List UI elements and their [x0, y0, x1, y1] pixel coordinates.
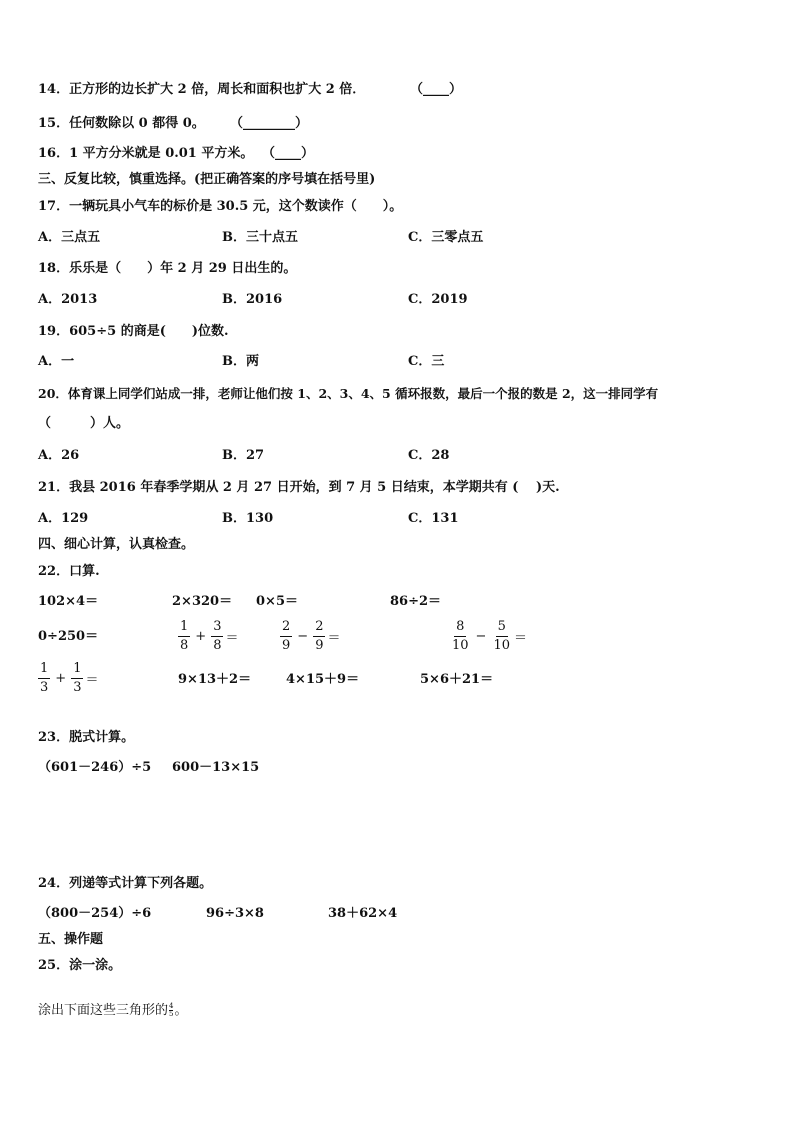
option-b[interactable]: B．27 — [222, 448, 265, 463]
option-c[interactable]: C．28 — [408, 448, 450, 463]
fraction-expression: 1 8 + $\frac{3}{8}$ ＝ — [180, 619, 239, 653]
option-b[interactable]: B．2016 — [222, 292, 283, 307]
question-20: 20．体育课上同学们站成一排，老师让他们按 1、2、3、4、5 循环报数，最后一个报的数是 2，这一排同学有 — [38, 386, 659, 401]
oral-calc-item: 86÷2＝ — [390, 594, 442, 609]
question-15 — [38, 116, 309, 132]
question-23: 23．脱式计算。 — [38, 730, 135, 745]
section-heading: 五、操作题 — [38, 932, 104, 947]
option-a[interactable]: A．一 — [38, 354, 75, 369]
question-16 — [38, 146, 315, 162]
calc-item: 38＋62×4 — [328, 906, 398, 921]
question-24: 24．列递等式计算下列各题。 — [38, 876, 213, 891]
oral-calc-item: 4×15＋9＝ — [286, 672, 360, 687]
option-b[interactable]: B．130 — [222, 511, 274, 526]
calc-item: （800－254）÷6 — [38, 906, 152, 921]
oral-calc-item: 2×320＝ — [172, 594, 233, 609]
calc-item: （601－246）÷5 — [38, 760, 152, 775]
section-heading: 三、反复比较，慎重选择。(把正确答案的序号填在括号里) — [38, 172, 376, 187]
fraction-expression: 2 9 − $\frac{2}{9}$ ＝ — [282, 619, 341, 653]
question-17: 17．一辆玩具小气车的标价是 30.5 元，这个数读作（ ）。 — [38, 199, 403, 214]
option-c[interactable]: C．2019 — [408, 292, 468, 307]
option-a[interactable]: A．2013 — [38, 292, 98, 307]
oral-calc-item: 9×13＋2＝ — [178, 672, 252, 687]
oral-calc-item: 102×4＝ — [38, 594, 99, 609]
oral-calc-item: 5×6＋21＝ — [420, 672, 494, 687]
option-b[interactable]: B．两 — [222, 354, 259, 369]
option-a[interactable]: A．129 — [38, 511, 89, 526]
question-text: 15．任何数除以 0 都得 0。 — [38, 116, 205, 131]
fraction: $\frac{4}{5}$ — [169, 1002, 174, 1018]
option-c[interactable]: C．三零点五 — [408, 230, 484, 245]
calc-item: 600－13×15 — [172, 760, 260, 775]
answer-blank[interactable]: （____） — [410, 82, 463, 97]
fraction-expression: 8 10 − $\frac{5}{10}$ ＝ — [452, 619, 528, 653]
question-25-text: 涂出下面这些三角形的 $\frac{4}{5}$ 。 — [38, 1002, 188, 1018]
question-text: 16．1 平方分米就是 0.01 平方米。 — [38, 146, 254, 161]
question-19: 19．605÷5 的商是( )位数. — [38, 324, 229, 339]
question-21: 21．我县 2016 年春季学期从 2 月 27 日开始，到 7 月 5 日结束，本学期共有 ( )天. — [38, 480, 560, 495]
question-18: 18．乐乐是（ ）年 2 月 29 日出生的。 — [38, 261, 297, 276]
question-20-cont: （ ）人。 — [38, 416, 130, 431]
answer-blank[interactable]: （____） — [262, 146, 315, 161]
option-a[interactable]: A．三点五 — [38, 230, 101, 245]
question-text: 14．正方形的边长扩大 2 倍，周长和面积也扩大 2 倍． — [38, 82, 366, 97]
option-c[interactable]: C．三 — [408, 354, 445, 369]
oral-calc-item: 0×5＝ — [256, 594, 298, 609]
question-22: 22．口算. — [38, 564, 100, 579]
section-heading: 四、细心计算，认真检查。 — [38, 537, 195, 552]
question-14 — [38, 82, 463, 98]
calc-item: 96÷3×8 — [206, 906, 264, 921]
answer-blank[interactable]: （________） — [230, 116, 309, 131]
fraction-expression: 1 3 + $\frac{1}{3}$ ＝ — [40, 661, 99, 695]
oral-calc-item: 0÷250＝ — [38, 629, 99, 644]
option-c[interactable]: C．131 — [408, 511, 459, 526]
option-a[interactable]: A．26 — [38, 448, 80, 463]
question-25: 25．涂一涂。 — [38, 958, 122, 973]
option-b[interactable]: B．三十点五 — [222, 230, 298, 245]
